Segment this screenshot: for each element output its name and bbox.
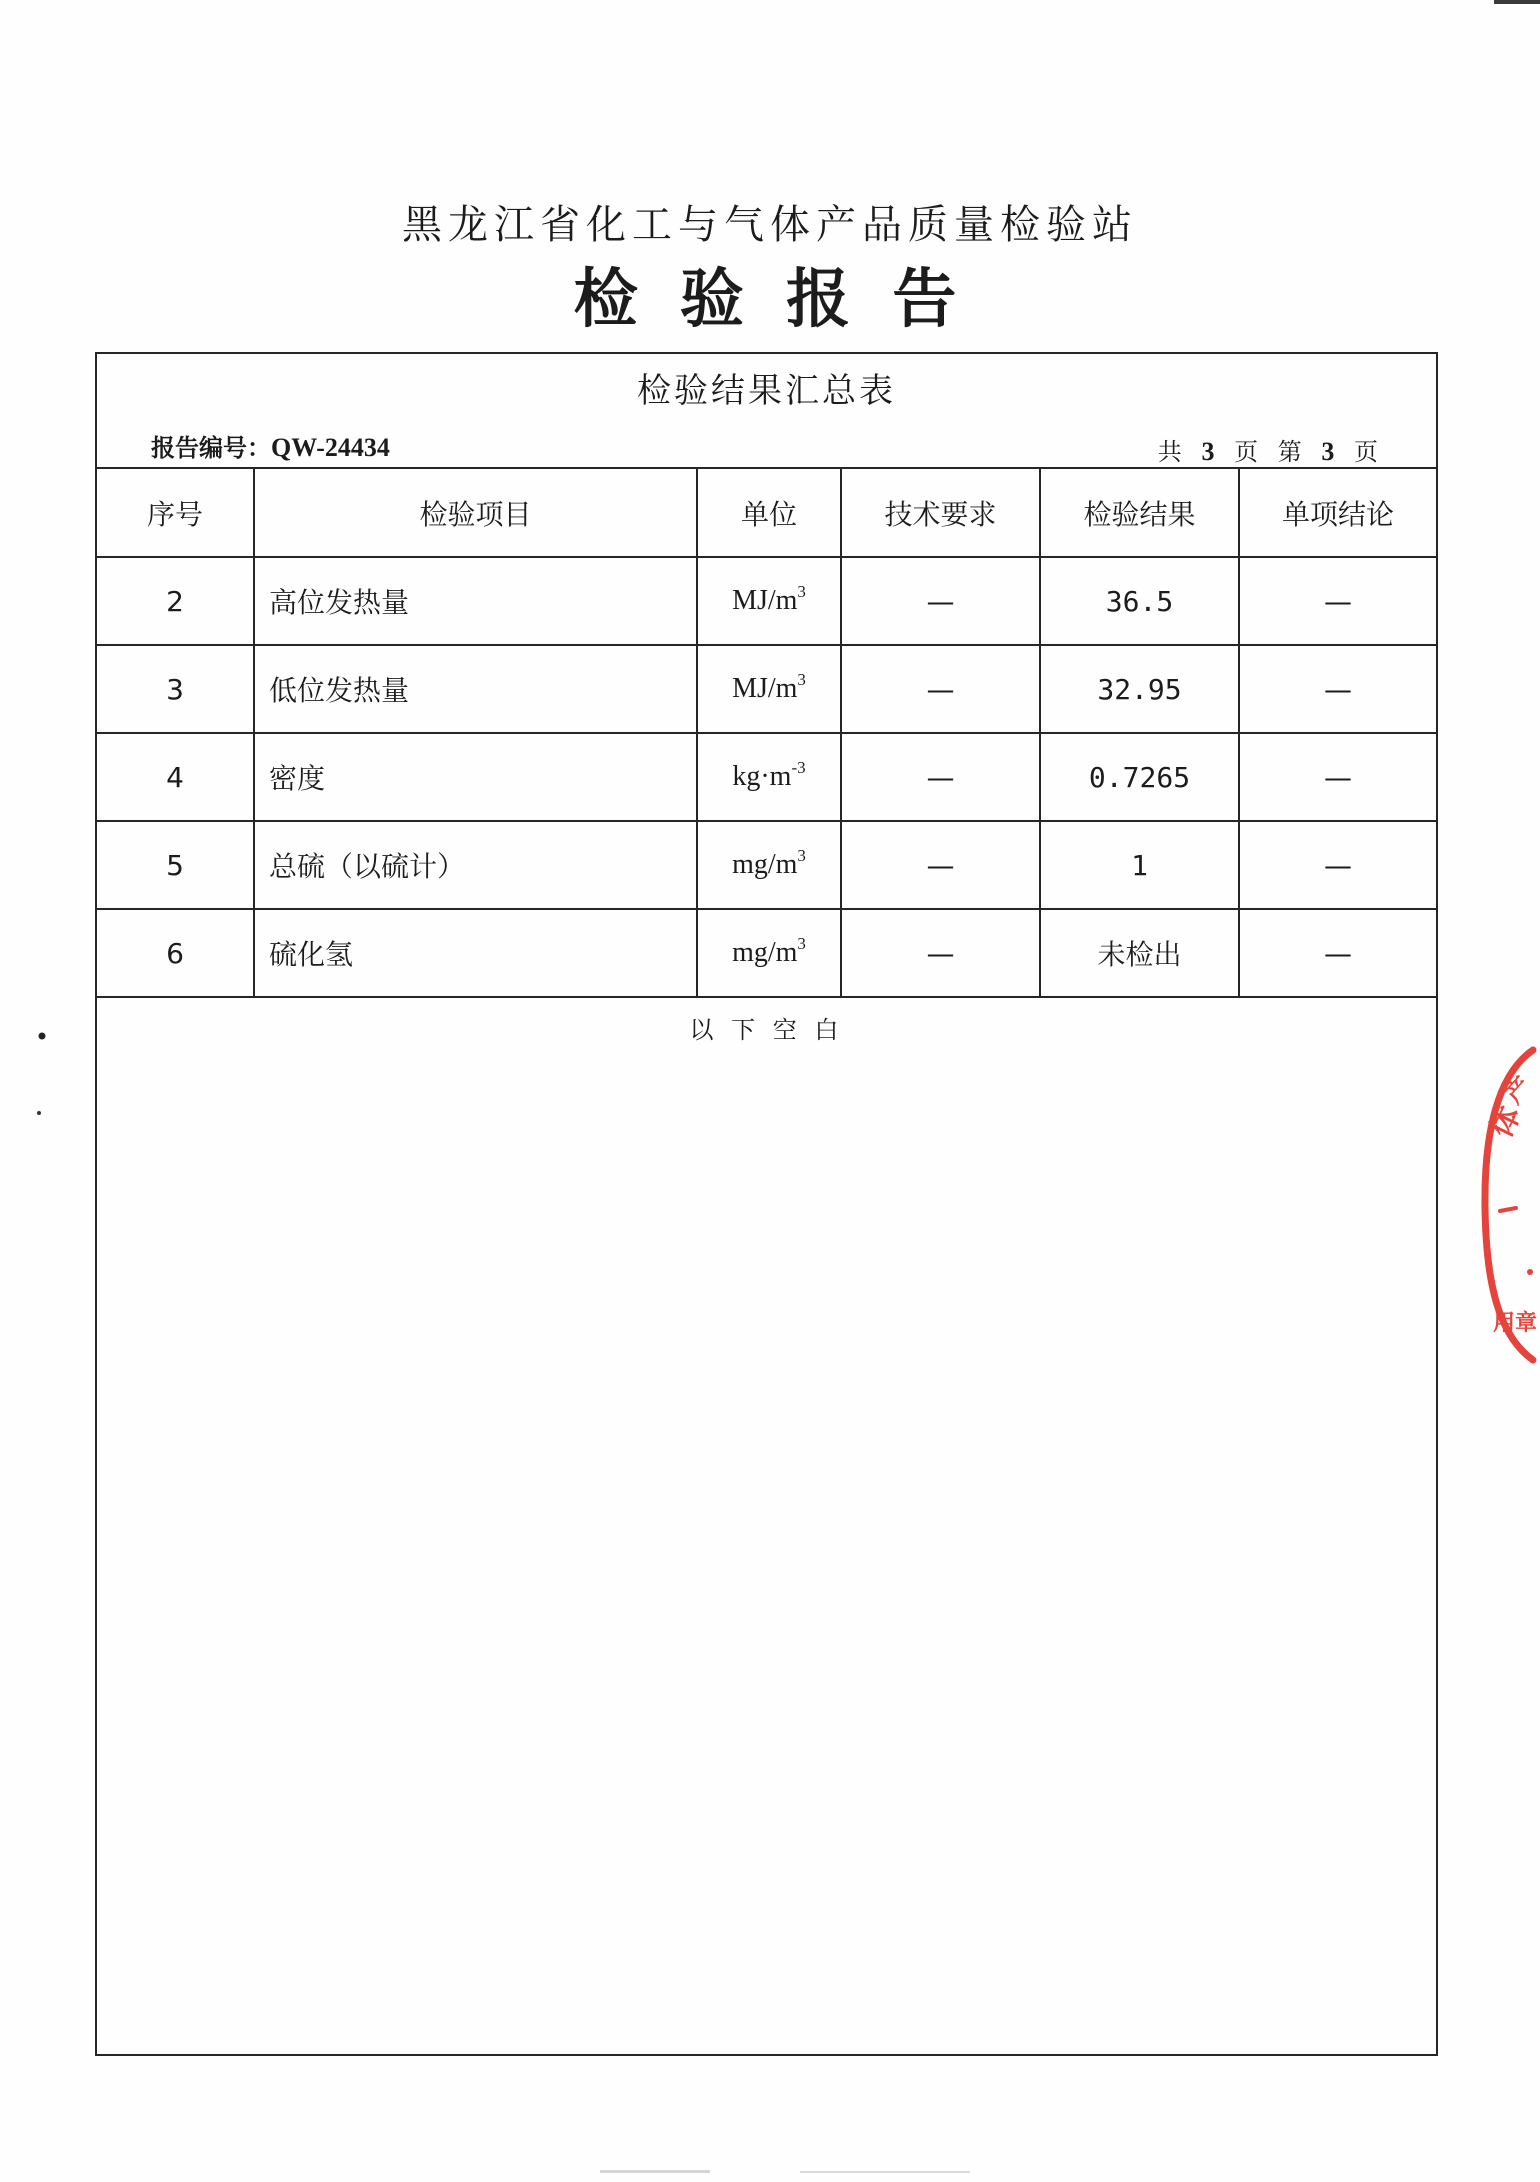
page-counter — [1146, 436, 1378, 468]
cell-no: 5 — [97, 821, 254, 909]
cell-unit — [697, 909, 841, 997]
cell-conclusion: — — [1239, 645, 1436, 733]
seal-text-char: 产 — [1498, 1071, 1538, 1109]
report-frame — [95, 352, 1438, 2056]
table-row — [97, 909, 1436, 997]
cell-conclusion: — — [1239, 821, 1436, 909]
cell-unit — [697, 557, 841, 645]
cell-unit — [697, 733, 841, 821]
report-number — [151, 432, 390, 464]
unit-superscript: 3 — [797, 582, 806, 601]
cell-requirement: — — [841, 645, 1040, 733]
cell-result: 0.7265 — [1040, 733, 1239, 821]
page-total-prefix: 共 — [1157, 438, 1182, 466]
table-row — [97, 733, 1436, 821]
cell-item: 硫化氢 — [254, 909, 697, 997]
organization-name: 黑龙江省化工与气体产品质量检验站 — [402, 202, 1138, 248]
page-current-prefix: 第 — [1277, 438, 1302, 466]
seal-ring — [1485, 1050, 1533, 1360]
unit-superscript: 3 — [797, 934, 806, 953]
unit-base: MJ/m — [732, 673, 798, 704]
table-row — [97, 645, 1436, 733]
results-table-body — [97, 557, 1436, 997]
seal-mark — [1527, 1269, 1533, 1275]
summary-table-title: 检验结果汇总表 — [637, 371, 896, 411]
scan-edge-mark — [1494, 0, 1540, 4]
unit-superscript: -3 — [791, 758, 806, 777]
cell-no: 2 — [97, 557, 254, 645]
blank-below-note: 以 下 空 白 — [689, 1016, 844, 1044]
cell-result: 32.95 — [1040, 645, 1239, 733]
cell-unit — [697, 821, 841, 909]
scan-speck — [37, 1111, 41, 1115]
cell-requirement: — — [841, 821, 1040, 909]
cell-item: 总硫（以硫计） — [254, 821, 697, 909]
cell-conclusion: — — [1239, 557, 1436, 645]
unit-base: kg·m — [732, 761, 792, 792]
unit-base: mg/m — [732, 849, 798, 880]
cell-requirement: — — [841, 557, 1040, 645]
cell-result: 未检出 — [1040, 909, 1239, 997]
seal-mark — [1500, 1208, 1516, 1211]
table-row — [97, 557, 1436, 645]
table-row — [97, 821, 1436, 909]
cell-requirement: — — [841, 909, 1040, 997]
cell-item: 高位发热量 — [254, 557, 697, 645]
cell-item: 低位发热量 — [254, 645, 697, 733]
cell-result: 36.5 — [1040, 557, 1239, 645]
cell-conclusion: — — [1239, 733, 1436, 821]
report-number-value: QW-24434 — [271, 433, 390, 462]
column-header-no: 序号 — [97, 468, 254, 557]
page-total-suffix: 页 — [1234, 438, 1259, 466]
cell-conclusion: — — [1239, 909, 1436, 997]
column-header-conclusion: 单项结论 — [1239, 468, 1436, 557]
cell-result: 1 — [1040, 821, 1239, 909]
column-header-result: 检验结果 — [1040, 468, 1239, 557]
cell-no: 4 — [97, 733, 254, 821]
scan-speck — [39, 1033, 46, 1040]
scan-edge-mark — [600, 2170, 710, 2173]
cell-item: 密度 — [254, 733, 697, 821]
page-current: 3 — [1321, 437, 1335, 466]
cell-no: 3 — [97, 645, 254, 733]
results-table — [97, 467, 1436, 998]
unit-base: MJ/m — [732, 585, 798, 616]
document-title: 检 验 报 告 — [573, 262, 967, 337]
column-header-item: 检验项目 — [254, 468, 697, 557]
unit-superscript: 3 — [797, 670, 806, 689]
official-seal — [1484, 1050, 1537, 1360]
cell-no: 6 — [97, 909, 254, 997]
report-number-label: 报告编号： — [151, 433, 271, 462]
seal-text-char: 体 — [1483, 1100, 1529, 1144]
cell-requirement: — — [841, 733, 1040, 821]
page-current-suffix: 页 — [1354, 438, 1378, 466]
column-header-requirement: 技术要求 — [841, 468, 1040, 557]
scan-edge-mark — [800, 2171, 970, 2173]
column-header-unit: 单位 — [697, 468, 841, 557]
unit-superscript: 3 — [797, 846, 806, 865]
page-total: 3 — [1201, 437, 1215, 466]
seal-text-bottom: 用章 — [1493, 1310, 1538, 1336]
unit-base: mg/m — [732, 937, 798, 968]
table-header-row — [97, 468, 1436, 557]
cell-unit — [697, 645, 841, 733]
